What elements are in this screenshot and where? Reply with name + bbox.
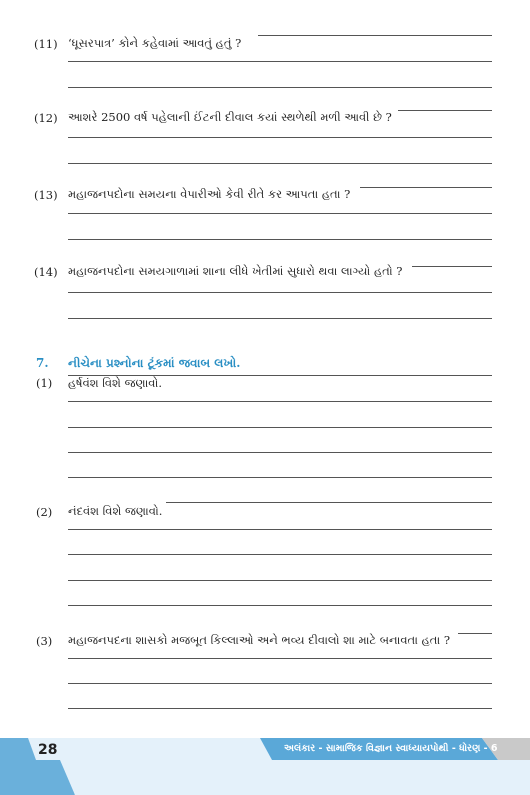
- answer-line: [68, 239, 492, 240]
- question-text: ‘ધૂસરપાત્ર’ કોને કહેવામાં આવતું હતું ?: [68, 36, 242, 50]
- answer-line: [68, 401, 492, 402]
- answer-line: [68, 529, 492, 530]
- answer-line: [68, 213, 492, 214]
- answer-line: [68, 605, 492, 606]
- answer-line: [68, 292, 492, 293]
- question-number: (12): [34, 111, 58, 125]
- question-text: નંદવંશ વિશે જણાવો.: [68, 504, 163, 518]
- answer-line: [68, 477, 492, 478]
- answer-line: [68, 452, 492, 453]
- answer-line: [68, 554, 492, 555]
- question-text: હર્ષવંશ વિશે જણાવો.: [68, 376, 162, 390]
- answer-line: [68, 375, 492, 376]
- answer-line: [68, 427, 492, 428]
- answer-line: [398, 110, 492, 111]
- answer-line: [68, 318, 492, 319]
- question-number: (11): [34, 37, 58, 51]
- question-text: આશરે 2500 વર્ષ પહેલાની ઈંટની દીવાલ કયાં સ્થળેથી મળી આવી છે ?: [68, 110, 392, 124]
- question-text: મહાજનપદના શાસકો મજબૂત કિલ્લાઓ અને ભવ્ય દીવાલો શા માટે બનાવતા હતા ?: [68, 633, 451, 647]
- answer-line: [68, 87, 492, 88]
- answer-line: [68, 580, 492, 581]
- answer-line: [360, 187, 492, 188]
- answer-line: [68, 708, 492, 709]
- question-text: મહાજનપદોના સમયગાળામાં શાના લીધે ખેતીમાં સુધારો થવા લાગ્યો હતો ?: [68, 264, 403, 278]
- answer-line: [68, 61, 492, 62]
- question-number: (14): [34, 265, 58, 279]
- answer-line: [68, 163, 492, 164]
- book-title: અલંકાર - સામાજિક વિજ્ઞાન સ્વાધ્યાયપોથી - ધોરણ - 6: [284, 743, 498, 754]
- footer-band: [0, 720, 530, 795]
- question-text: મહાજનપદોના સમયના વેપારીઓ કેવી રીતે કર આપતા હતા ?: [68, 187, 351, 201]
- answer-line: [68, 658, 492, 659]
- section-title: નીચેના પ્રશ્નોના ટૂંકમાં જવાબ લખો.: [68, 356, 241, 370]
- answer-line: [166, 502, 492, 503]
- page-number: 28: [38, 742, 58, 758]
- answer-line: [68, 683, 492, 684]
- answer-line: [258, 35, 492, 36]
- section-number: 7.: [36, 356, 49, 370]
- answer-line: [412, 266, 492, 267]
- question-number: (3): [36, 634, 53, 648]
- question-number: (13): [34, 188, 58, 202]
- question-number: (1): [36, 376, 53, 390]
- answer-line: [68, 137, 492, 138]
- answer-line: [458, 633, 492, 634]
- question-number: (2): [36, 505, 53, 519]
